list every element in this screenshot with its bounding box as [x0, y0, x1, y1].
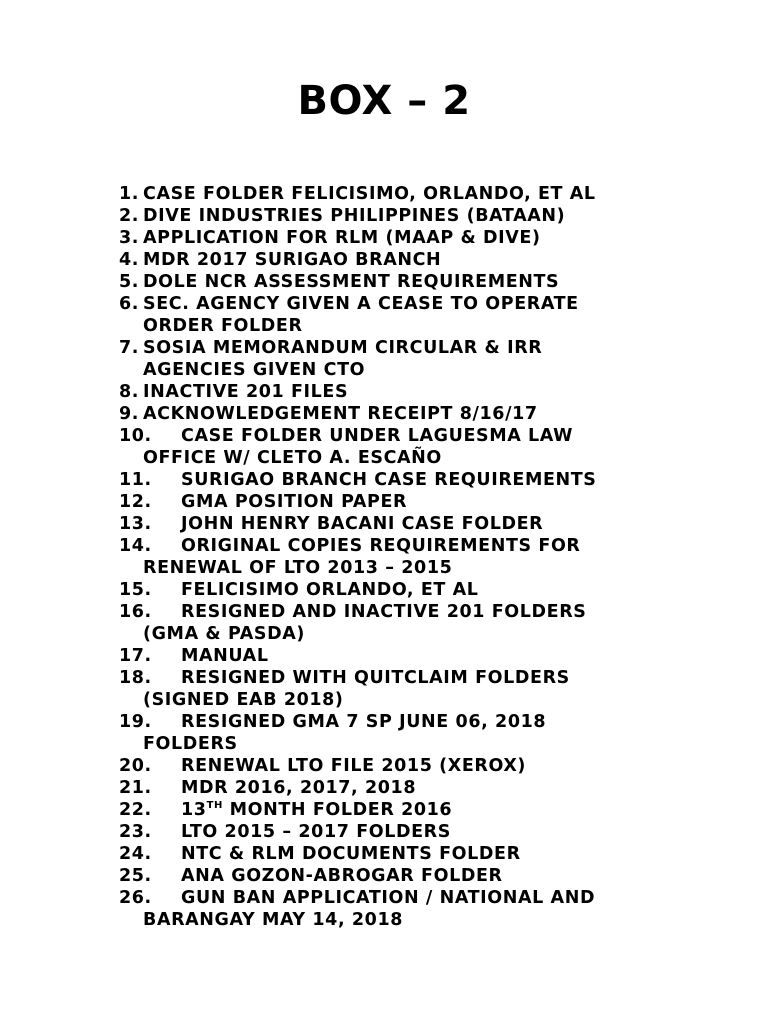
list-item-text: DIVE INDUSTRIES PHILIPPINES (BATAAN): [143, 206, 566, 226]
list-item: [119, 645, 659, 667]
list-item-number: 23.: [119, 822, 152, 842]
list-item-text: ORDER FOLDER: [143, 316, 303, 336]
list-item: [119, 777, 659, 799]
list-item: [119, 469, 659, 491]
list-item-text: SURIGAO BRANCH CASE REQUIREMENTS: [181, 470, 597, 490]
list-item-number: 5.: [119, 272, 140, 292]
list-item-text: NTC & RLM DOCUMENTS FOLDER: [181, 844, 521, 864]
list-item-number: 13.: [119, 514, 152, 534]
list-item: [119, 601, 659, 645]
list-item-number: 11.: [119, 470, 152, 490]
list-item-number: 1.: [119, 184, 140, 204]
list-item-text: BARANGAY MAY 14, 2018: [143, 910, 403, 930]
list-item-number: 18.: [119, 668, 152, 688]
list-item-text: FOLDERS: [143, 734, 238, 754]
list-item-text: GUN BAN APPLICATION / NATIONAL AND: [181, 888, 596, 908]
list-item: [119, 667, 659, 711]
list-item-number: 16.: [119, 602, 152, 622]
list-item-number: 3.: [119, 228, 140, 248]
list-item-text: FELICISIMO ORLANDO, ET AL: [181, 580, 479, 600]
list-item: [119, 843, 659, 865]
list-item-text: AGENCIES GIVEN CTO: [143, 360, 366, 380]
list-item-text: CASE FOLDER UNDER LAGUESMA LAW: [181, 426, 574, 446]
list-item: [119, 799, 659, 821]
list-item-number: 10.: [119, 426, 152, 446]
list-item-number: 15.: [119, 580, 152, 600]
list-item-text: RESIGNED AND INACTIVE 201 FOLDERS: [181, 602, 587, 622]
list-item-number: 20.: [119, 756, 152, 776]
list-item-text: RESIGNED GMA 7 SP JUNE 06, 2018: [181, 712, 547, 732]
list-item-number: 8.: [119, 382, 140, 402]
list-item-number: 19.: [119, 712, 152, 732]
list-item-number: 6.: [119, 294, 140, 314]
list-item-number: 9.: [119, 404, 140, 424]
list-item-text: (SIGNED EAB 2018): [143, 690, 344, 710]
list-item: [119, 425, 659, 469]
list-item: [119, 491, 659, 513]
list-item-text: OFFICE W/ CLETO A. ESCAÑO: [143, 448, 442, 468]
list-item-text: DOLE NCR ASSESSMENT REQUIREMENTS: [143, 272, 560, 292]
list-item-text: MDR 2017 SURIGAO BRANCH: [143, 250, 442, 270]
list-item-text: INACTIVE 201 FILES: [143, 382, 349, 402]
list-item-text: MANUAL: [181, 646, 269, 666]
list-item-text: 13TH MONTH FOLDER 2016: [181, 800, 453, 820]
list-item-text: SOSIA MEMORANDUM CIRCULAR & IRR: [143, 338, 543, 358]
list-item-text: RESIGNED WITH QUITCLAIM FOLDERS: [181, 668, 570, 688]
list-item-number: 14.: [119, 536, 152, 556]
list-item-text: SEC. AGENCY GIVEN A CEASE TO OPERATE: [143, 294, 579, 314]
list-item: [119, 535, 659, 579]
list-item-number: 21.: [119, 778, 152, 798]
list-item: [119, 403, 659, 425]
list-item-number: 17.: [119, 646, 152, 666]
list-item: [119, 865, 659, 887]
list-item-number: 22.: [119, 800, 152, 820]
list-item-text: ANA GOZON-ABROGAR FOLDER: [181, 866, 503, 886]
list-item-text: LTO 2015 – 2017 FOLDERS: [181, 822, 451, 842]
list-item-text: GMA POSITION PAPER: [181, 492, 408, 512]
list-item-text: RENEWAL LTO FILE 2015 (XEROX): [181, 756, 527, 776]
list-item-number: 4.: [119, 250, 140, 270]
list-item-text: (GMA & PASDA): [143, 624, 306, 644]
page-title: BOX – 2: [297, 78, 471, 124]
list-item: [119, 183, 659, 205]
list-item-number: 12.: [119, 492, 152, 512]
list-item-number: 26.: [119, 888, 152, 908]
list-item-text: ACKNOWLEDGEMENT RECEIPT 8/16/17: [143, 404, 538, 424]
list-item: [119, 271, 659, 293]
list-item: [119, 381, 659, 403]
list-item: [119, 755, 659, 777]
list-item-text: APPLICATION FOR RLM (MAAP & DIVE): [143, 228, 541, 248]
list-item-number: 7.: [119, 338, 140, 358]
numbered-list: [119, 183, 659, 931]
list-item-number: 25.: [119, 866, 152, 886]
list-item: [119, 227, 659, 249]
list-item-text: MDR 2016, 2017, 2018: [181, 778, 417, 798]
list-item: [119, 887, 659, 931]
list-item: [119, 513, 659, 535]
list-item: [119, 293, 659, 337]
list-item: [119, 249, 659, 271]
list-item-number: 2.: [119, 206, 140, 226]
list-item: [119, 205, 659, 227]
list-item: [119, 821, 659, 843]
list-item-text: RENEWAL OF LTO 2013 – 2015: [143, 558, 453, 578]
list-item-text: JOHN HENRY BACANI CASE FOLDER: [181, 514, 544, 534]
list-item-text: CASE FOLDER FELICISIMO, ORLANDO, ET AL: [143, 184, 596, 204]
list-item: [119, 579, 659, 601]
list-item: [119, 337, 659, 381]
list-item-number: 24.: [119, 844, 152, 864]
list-item-text: ORIGINAL COPIES REQUIREMENTS FOR: [181, 536, 581, 556]
list-item: [119, 711, 659, 755]
